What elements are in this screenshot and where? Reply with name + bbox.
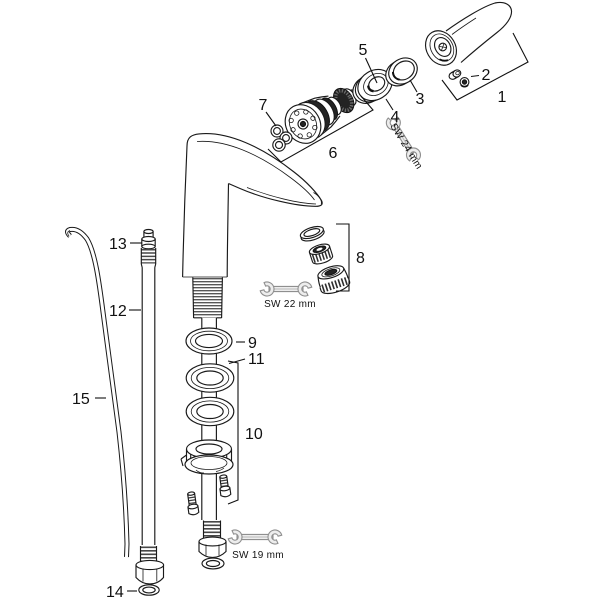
fixing-screw-left [186,491,199,515]
label-part-5: 5 [358,42,368,59]
label-part-12: 12 [109,303,127,320]
wrench-sw22-icon [259,280,313,299]
handle-1 [419,2,511,70]
hose-union-nut [136,560,164,584]
label-part-13: 13 [109,236,127,253]
fixing-screw-right [218,474,231,497]
label-part-4: 4 [390,109,400,126]
aerator-insert [308,242,334,266]
hose-connector-13 [141,230,155,268]
aerator-gasket [299,224,326,243]
label-part-8: 8 [356,250,365,267]
label-part-14: 14 [106,584,124,600]
gasket-14 [139,585,159,595]
connection-hose-12 [136,230,164,596]
label-wrench-sw22: SW 22 mm [264,299,316,310]
label-part-7: 7 [258,97,268,114]
label-wrench-sw24: SW 24 mm [387,121,425,172]
threaded-shank [193,278,223,319]
label-part-1: 1 [497,89,507,106]
label-wrench-sw19: SW 19 mm [232,550,284,561]
oring-9 [186,328,232,354]
label-part-3: 3 [415,91,425,108]
mounting-nut [181,440,233,474]
grub-screw-2a [448,69,462,81]
label-part-9: 9 [248,335,257,352]
wrench-sw19-icon [227,528,283,547]
oring-11 [186,364,234,392]
label-part-2: 2 [481,67,491,84]
label-part-11: 11 [248,351,265,368]
shank-hose-end [199,521,226,569]
label-part-10: 10 [245,426,263,443]
screw-2b [460,78,469,87]
pointer-7 [266,112,276,126]
label-part-15: 15 [72,391,90,408]
oring-10 [186,397,234,425]
label-part-6: 6 [328,145,338,162]
pointer-2 [471,76,479,77]
